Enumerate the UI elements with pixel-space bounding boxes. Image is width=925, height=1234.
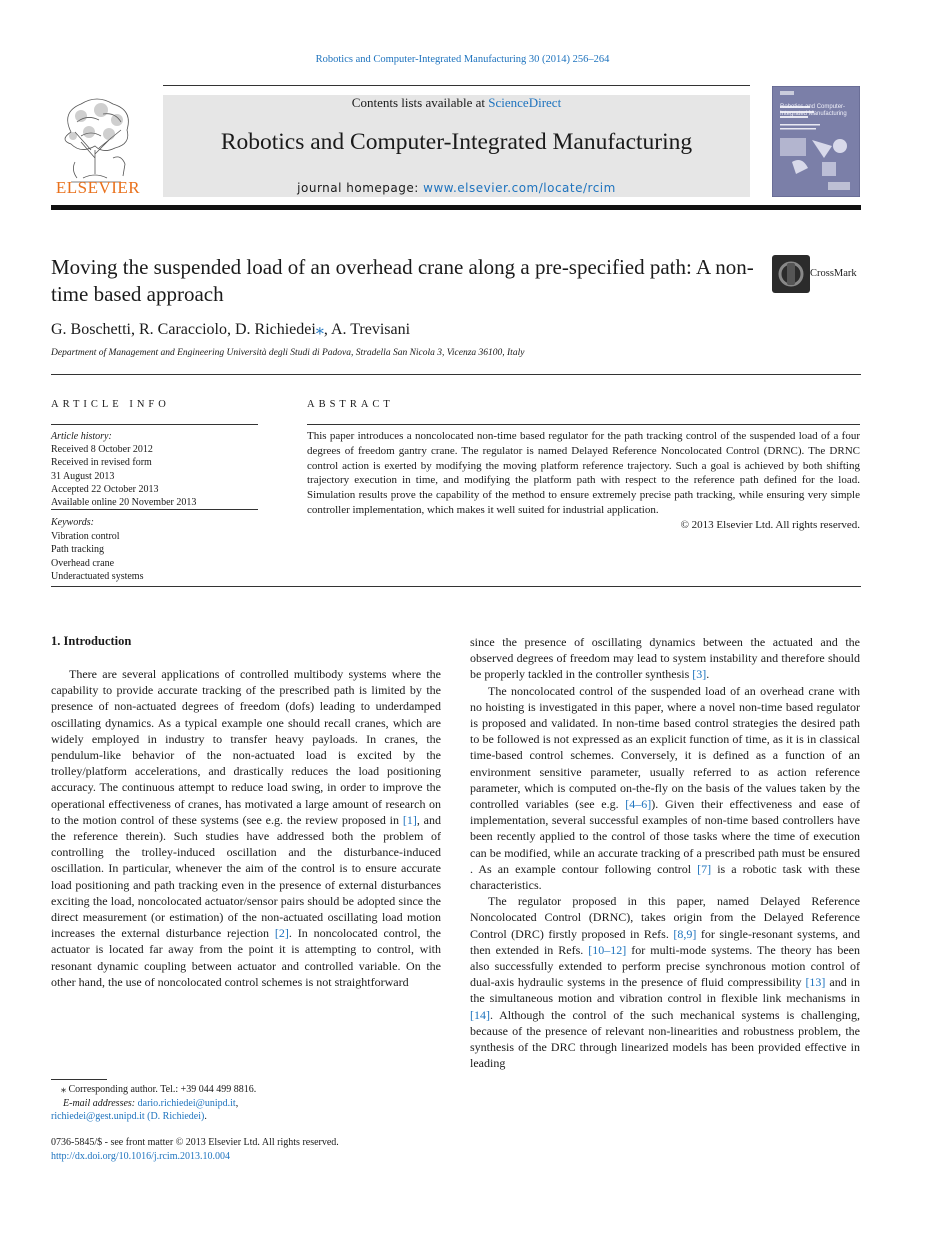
section-heading: 1. Introduction — [51, 634, 132, 648]
abstract-heading: ABSTRACT — [307, 399, 394, 410]
article-history — [51, 430, 261, 509]
history-item: 31 August 2013 — [51, 470, 115, 482]
body-text: for multi-mode systems. The theory has been also successfully extended to perform precise synchronous motion control of dual-axis hydraulic systems in the presence of fluid compressibility — [470, 942, 860, 990]
corresponding-author-note: ⁎ Corresponding author. Tel.: +39 044 499 8816. — [61, 1084, 257, 1095]
email-separator: , — [235, 1097, 239, 1109]
email-separator: . — [204, 1111, 207, 1122]
keyword-item: Vibration control — [51, 530, 120, 542]
cover-artwork — [772, 86, 860, 197]
article-info-heading: ARTICLE INFO — [51, 399, 170, 410]
keyword-item: Overhead crane — [51, 557, 115, 569]
email-link[interactable]: richiedei@gest.unipd.it (D. Richiedei) — [51, 1111, 205, 1122]
authors-text: G. Boschetti, R. Caracciolo, D. Richiedei — [51, 321, 316, 338]
sciencedirect-link[interactable]: ScienceDirect — [488, 95, 562, 110]
body-text: There are several applications of controlled multibody systems where the capability to provide accurate tracking of the prescribed path is limited by the presence of non-actuated degrees of freedom (dofs) leading to underdamped oscillating dynamics. As a typical example one should recall cranes, which are widely employed in industry to transfer heavy payloads. In cranes, the pendulum-like behavior of the non-actuated load is excited by the trolley/platform accelerations, and drastically reduces the load positioning accuracy. The continuous attempt to reduce load swing, in order to improve the operational effectiveness of cranes, has motivated a large amount of research on to the motion control of these systems (see e.g. the review proposed in — [51, 667, 441, 827]
citation-link[interactable]: [10–12] — [588, 942, 627, 957]
article-title: Moving the suspended load of an overhead crane along a pre-specified path: A non-time based approach — [51, 255, 754, 306]
history-item: Accepted 22 October 2013 — [51, 483, 159, 495]
abstract-rule — [307, 424, 860, 425]
elsevier-wordmark: ELSEVIER — [55, 178, 141, 197]
citation-link[interactable]: [1] — [402, 812, 417, 827]
body-column-left — [51, 666, 441, 990]
header-divider — [163, 85, 750, 86]
email-line — [51, 1097, 256, 1111]
abstract-text: This paper introduces a noncolocated non-time based regulator for the path tracking control of the suspended load of a four degrees of freedom gantry crane. The regulator is named Delayed Reference Noncolocated Control (DRNC). The DRNC control action is exerted by modifying the moving platform reference trajectory. Such a goal is achieved by both shifting trajectory execution in time, and modifying the platform path with respect to the reference path defined for the load. Simulation results prove the capability of the method to ensure extremely precise path tracking, while ensuring very simple controller implementation, which makes it well suited for industrial application. — [307, 430, 860, 516]
footnote-rule — [51, 1079, 107, 1080]
homepage-link[interactable]: www.elsevier.com/locate/rcim — [423, 181, 616, 195]
body-text: The noncolocated control of the suspended load of an overhead crane with no hoisting is investigated in this paper, where a novel non-time based regulator is proposed and validated. In non-time based control strategies the desired path to be followed is not expressed as an explicit function of time, as it is in classical time-based control schemes. Conversely, it is defined as a function of an environment sensitive parameter, usually referred to as action reference parameter, which is computed on-the-fly on the basis of the values taken by the controlled variables (see e.g. — [470, 683, 860, 812]
citation-link[interactable]: [13] — [805, 975, 826, 990]
elsevier-logo — [51, 92, 145, 198]
keyword-item: Path tracking — [51, 544, 105, 555]
homepage-prefix: journal homepage: — [297, 181, 424, 195]
affiliation: Department of Management and Engineering Università degli Studi di Padova, Stradella San Nicola 3, Vicenza 36100, Italy — [51, 348, 525, 358]
citation-link[interactable]: [4–6] — [625, 797, 652, 812]
author-list — [51, 319, 410, 339]
email-link[interactable]: dario.richiedei@unipd.it — [137, 1097, 236, 1109]
contents-prefix: Contents lists available at — [351, 95, 489, 110]
contents-line — [163, 95, 750, 111]
authors-tail: , A. Trevisani — [323, 321, 411, 338]
crossmark-badge[interactable] — [772, 255, 862, 293]
keyword-item: Underactuated systems — [51, 571, 144, 582]
abstract-copyright: © 2013 Elsevier Ltd. All rights reserved. — [680, 518, 860, 531]
header-thick-rule — [51, 205, 861, 210]
body-text: ). Given their effectiveness and ease of implementation, several successful examples of non-time based controllers have been recently applied to the control of those tasks where the time of execution can be modified, while an accurate tracking of a prescribed path must be ensured . As an example contour following control — [470, 797, 861, 876]
journal-homepage-line — [163, 181, 750, 195]
body-text: is a robotic task with these characteristics. — [470, 861, 860, 893]
body-column-right — [470, 634, 860, 1071]
history-item: Received in revised form — [51, 457, 152, 469]
body-text: The regulator proposed in this paper, named Delayed Reference Noncolocated Control (DRNC), takes origin from the Delayed Reference Control (DRC) firstly proposed in Refs. — [470, 894, 860, 941]
citation-link[interactable]: [8,9] — [673, 926, 697, 941]
crossmark-label: CrossMark — [810, 268, 857, 279]
body-text: . — [706, 667, 710, 682]
body-text: since the presence of oscillating dynamics between the actuated and the observed degrees of freedom may lead to system instability and therefore should be properly tackled in the controller synthesis — [470, 635, 860, 682]
email-label: E-mail addresses: — [63, 1097, 138, 1109]
history-item: Available online 20 November 2013 — [51, 497, 197, 509]
doi-link[interactable]: http://dx.doi.org/10.1016/j.rcim.2013.10.004 — [51, 1151, 230, 1162]
footnote — [51, 1083, 256, 1124]
citation-link[interactable]: [14] — [470, 1007, 490, 1022]
journal-reference-link[interactable]: Robotics and Computer-Integrated Manufacturing 30 (2014) 256–264 — [315, 54, 610, 65]
abstract-bottom-rule — [51, 586, 861, 587]
citation-link[interactable]: [7] — [697, 861, 712, 876]
keywords — [51, 516, 261, 584]
title-divider — [51, 374, 861, 375]
paragraph — [470, 893, 860, 1071]
front-matter — [51, 1136, 339, 1164]
issn-line: 0736-5845/$ - see front matter © 2013 Elsevier Ltd. All rights reserved. — [51, 1137, 339, 1148]
history-rule — [51, 509, 258, 510]
email-line — [51, 1110, 256, 1124]
body-text: . In noncolocated control, the actuator is located far away from the point it is attempting to control, with resonant dynamic coupling between actuator and controlled variable. On the other hand, the use of noncolocated control schemes is not straightforward — [51, 926, 441, 989]
journal-title: Robotics and Computer-Integrated Manufacturing — [220, 129, 693, 155]
history-item: Received 8 October 2012 — [51, 444, 153, 456]
body-text: and in the simultaneous motion and vibration control in flexible link mechanisms in — [470, 975, 860, 1006]
abstract-body — [307, 429, 860, 533]
paragraph — [470, 683, 860, 894]
body-text: , and the reference therein). Such studies have addressed both the problem of controlling the trolley-induced oscillation and the disturbance-induced oscillation. In particular, whenever the aim of the control is to ensure accurate load positioning and path tracking even in the presence of external disturbances exciting the load, noncolocated actuator/sensor pairs should be adopted since the direct measurement (or estimation) of the non-actuated oscillating load motion increases the external disturbance rejection — [51, 812, 442, 941]
keywords-label: Keywords: — [51, 517, 94, 528]
citation-link[interactable]: [2] — [274, 926, 289, 941]
body-text: . Although the control of the such mechanical systems is challenging, because of the presence of relevant non-linearities and robustness problem, the synthesis of the DRC through linearized models has been provided effective in leading — [470, 1007, 860, 1071]
article-info-rule — [51, 424, 258, 425]
journal-cover-image — [772, 86, 860, 197]
body-text: for single-resonant systems, and then extended in Refs. — [470, 926, 860, 957]
citation-link[interactable]: [3] — [692, 667, 707, 682]
corresponding-author-mark[interactable]: ⁎ — [315, 321, 324, 338]
cover-title: Robotics and Computer-Integrated Manufacturing — [780, 104, 847, 117]
paragraph — [470, 634, 860, 683]
journal-header-box — [163, 95, 750, 197]
history-label: Article history: — [51, 431, 112, 442]
crossmark-icon — [772, 255, 810, 293]
